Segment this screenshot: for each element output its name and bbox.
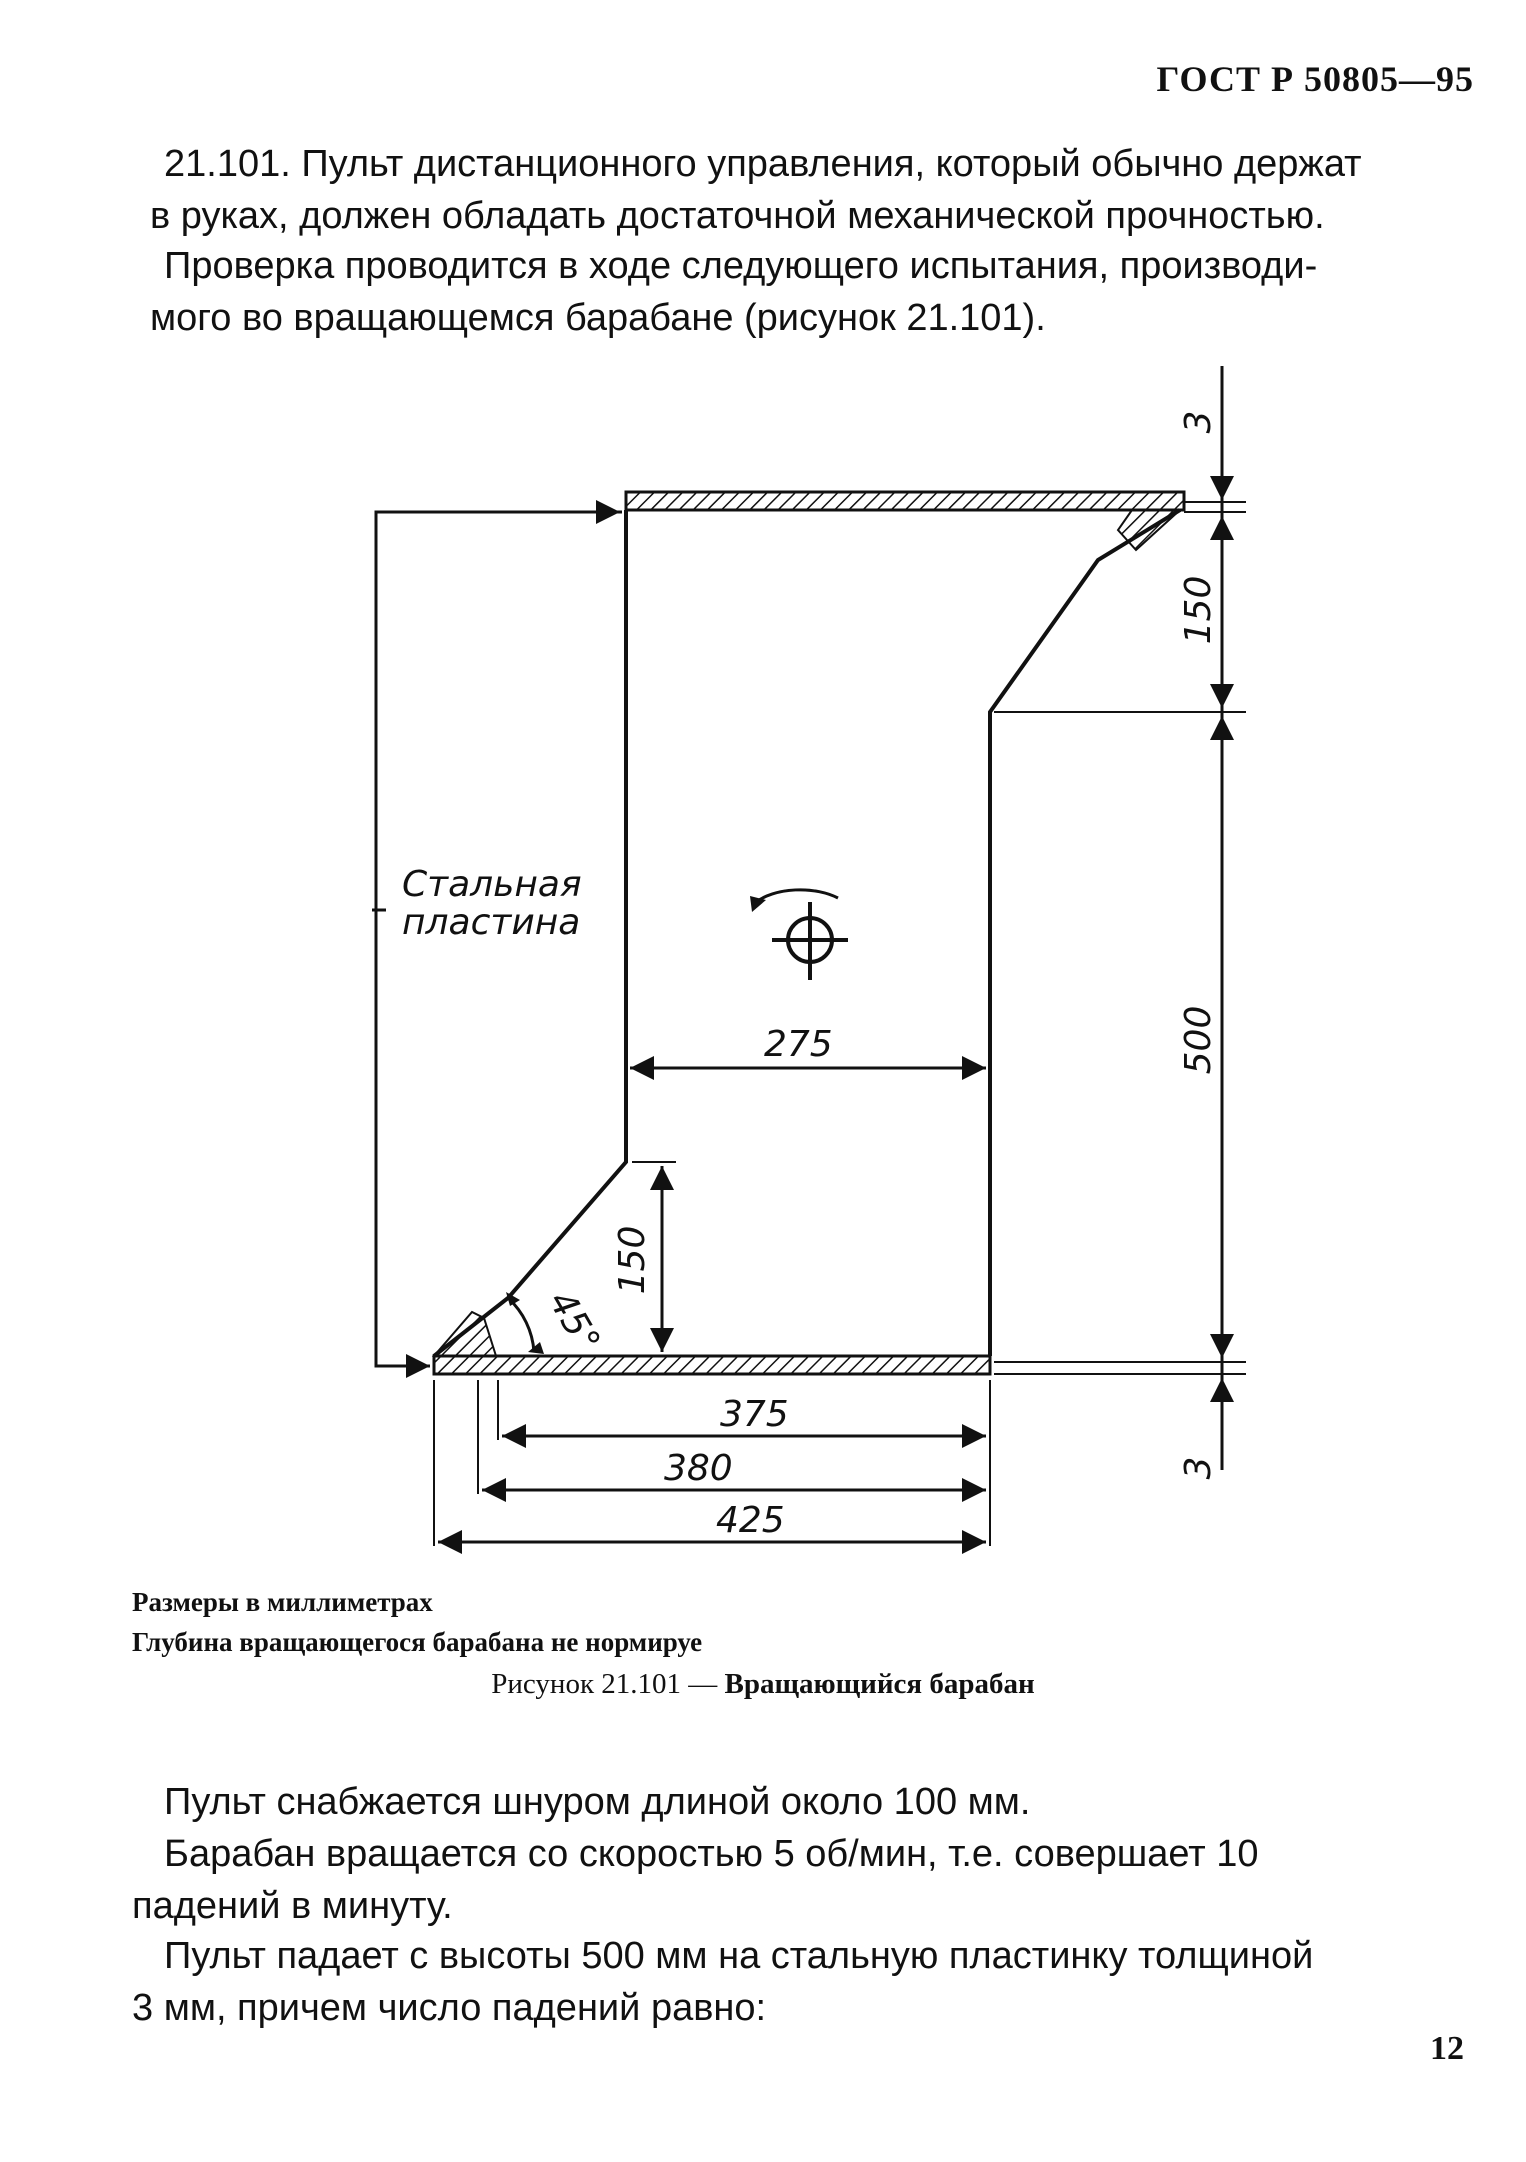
top-steel-plate [626,492,1184,510]
body-paragraph-2 [132,1828,1480,1932]
body-p3-line-1: Пульт падает с высоты 500 мм на стальную пластинку толщиной [164,1935,1314,1977]
body-paragraph-1 [150,1776,1480,1828]
body-paragraph-3 [132,1930,1480,2034]
angle-arrow-2 [528,1342,544,1354]
dim-500: 500 [1178,1005,1219,1075]
intro-p2-line-2: мого во вращающемся барабане (рисунок 21.101). [150,297,1046,339]
note-units: Размеры в миллиметрах [132,1587,433,1617]
body-p1-line-1: Пульт снабжается шнуром длиной около 100 мм. [164,1781,1031,1823]
drum-right-wall [990,510,1180,1356]
dim-3-bottom: 3 [1178,1456,1219,1480]
angle-arc [508,1298,534,1352]
dim-380: 380 [664,1448,733,1489]
document-header: ГОСТ Р 50805—95 [1156,59,1474,99]
rotation-arc [756,890,838,902]
dim-275: 275 [764,1024,833,1065]
steel-plate-label-1: Стальная [402,864,582,905]
body-p3-line-2: 3 мм, причем число падений равно: [132,1987,767,2029]
intro-p1-line-1: 21.101. Пульт дистанционного управления, который обычно держат [164,143,1362,185]
figure-notes [132,1582,702,1662]
angle-45: 45° [540,1284,608,1360]
page-number: 12 [1430,2030,1464,2067]
dim-150-left: 150 [612,1225,653,1295]
caption-title: Вращающийся барабан [724,1668,1035,1700]
caption-prefix: Рисунок 21.101 — [491,1668,718,1700]
note-depth: Глубина вращающегося барабана не нормируе [132,1627,703,1657]
bottom-weld [434,1312,496,1356]
body-p2-line-2: падений в минуту. [132,1885,453,1927]
dim-425: 425 [716,1500,785,1541]
dim-3-top: 3 [1178,410,1219,434]
intro-p1-line-2: в руках, должен обладать достаточной механической прочностью. [150,195,1325,237]
body-p2-line-1: Барабан вращается со скоростью 5 об/мин, т.е. совершает 10 [164,1833,1259,1875]
dim-375: 375 [720,1394,789,1435]
bottom-steel-plate [434,1356,990,1374]
dim-150-right: 150 [1178,575,1219,645]
figure-caption [0,1668,1526,1701]
steel-plate-label-2: пластина [402,902,581,943]
intro-p2-line-1: Проверка проводится в ходе следующего испытания, производи- [164,245,1318,287]
